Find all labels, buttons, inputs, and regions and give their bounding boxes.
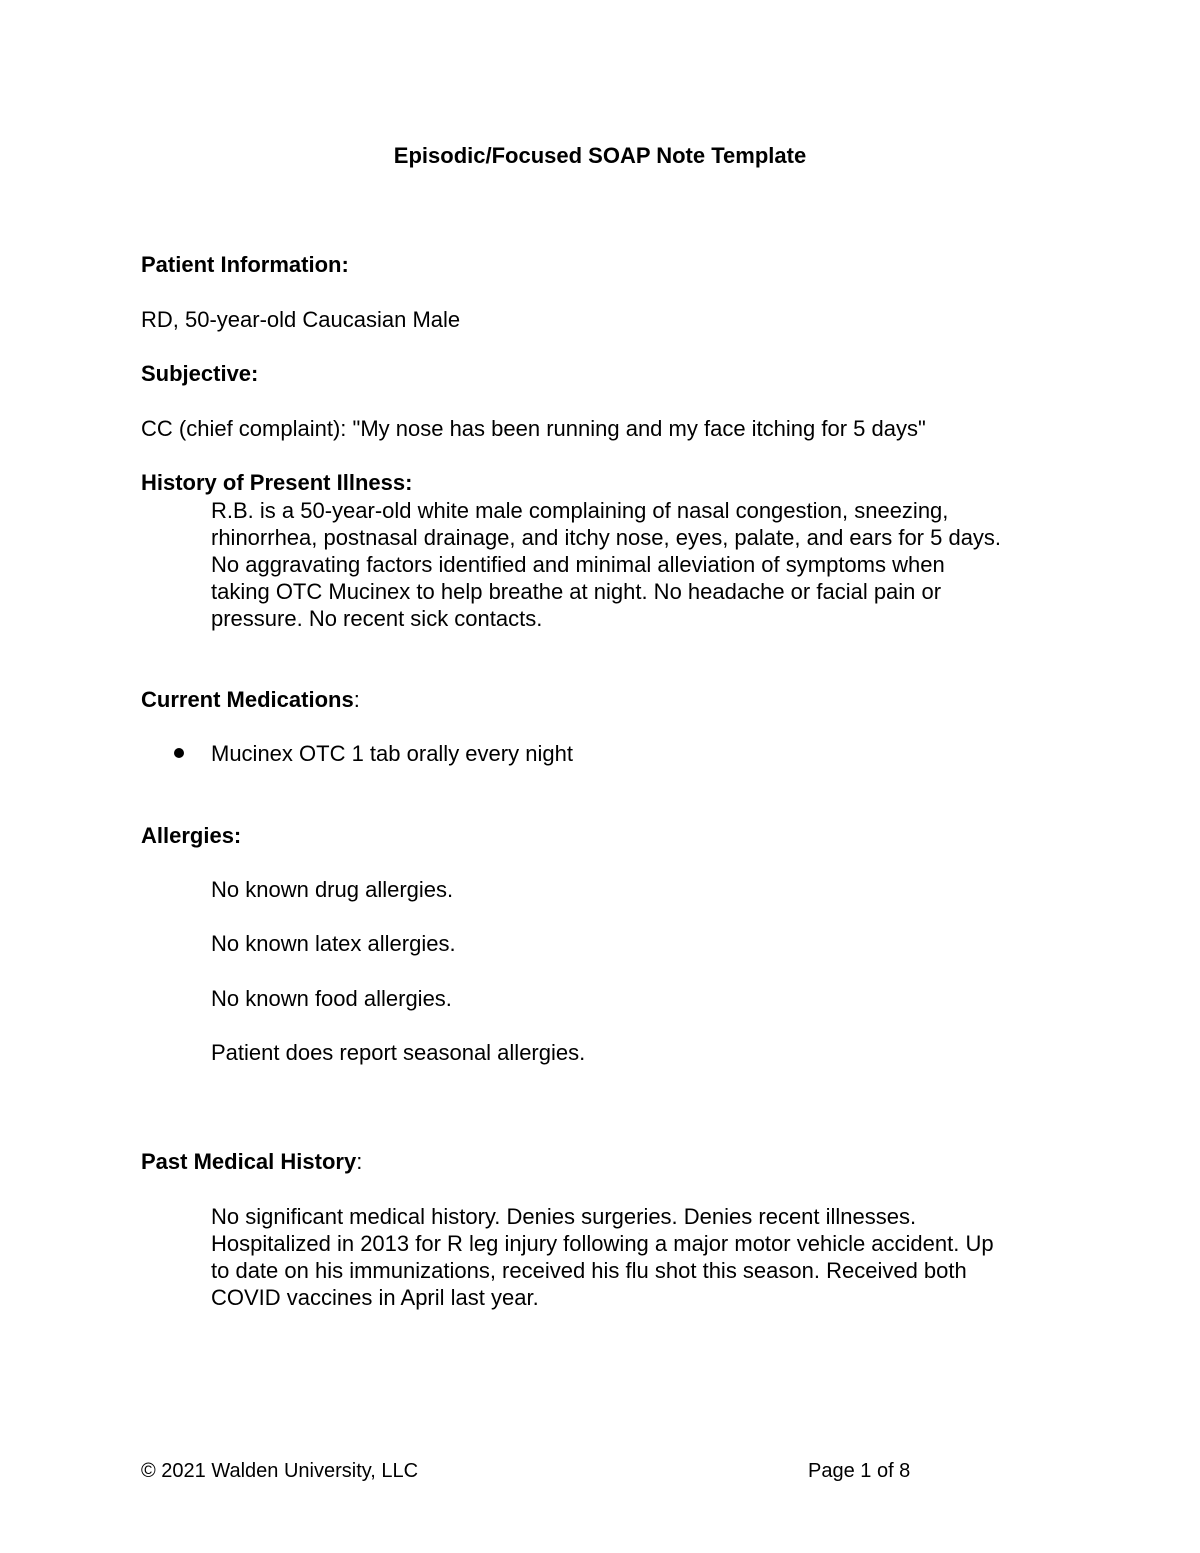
patient-information-text: RD, 50-year-old Caucasian Male bbox=[141, 307, 461, 332]
footer-page-number: Page 1 of 8 bbox=[808, 1460, 911, 1482]
hpi-line: taking OTC Mucinex to help breathe at night. No headache or facial pain or bbox=[211, 579, 942, 604]
pmh-line: Hospitalized in 2013 for R leg injury following a major motor vehicle accident. Up bbox=[211, 1231, 994, 1256]
allergies-heading: Allergies: bbox=[141, 823, 242, 848]
hpi-heading: History of Present Illness: bbox=[141, 470, 413, 495]
allergy-item: No known food allergies. bbox=[211, 986, 452, 1011]
pmh-line: COVID vaccines in April last year. bbox=[211, 1285, 539, 1310]
heading-colon: : bbox=[356, 1149, 363, 1174]
past-medical-history-heading-text: Past Medical History bbox=[141, 1149, 357, 1174]
subjective-heading: Subjective: bbox=[141, 361, 259, 386]
chief-complaint-text: CC (chief complaint): "My nose has been running and my face itching for 5 days" bbox=[141, 416, 926, 441]
heading-colon: : bbox=[353, 687, 360, 712]
bullet-icon bbox=[174, 748, 184, 758]
current-medications-heading bbox=[141, 686, 360, 713]
document-title: Episodic/Focused SOAP Note Template bbox=[393, 143, 807, 168]
past-medical-history-heading bbox=[141, 1148, 362, 1175]
patient-information-heading: Patient Information: bbox=[141, 252, 349, 277]
hpi-line: rhinorrhea, postnasal drainage, and itchy nose, eyes, palate, and ears for 5 days. bbox=[211, 525, 1002, 550]
allergy-item: No known drug allergies. bbox=[211, 877, 454, 902]
pmh-line: to date on his immunizations, received his flu shot this season. Received both bbox=[211, 1258, 967, 1283]
hpi-line: No aggravating factors identified and minimal alleviation of symptoms when bbox=[211, 552, 945, 577]
medication-item: Mucinex OTC 1 tab orally every night bbox=[211, 741, 573, 766]
allergy-item: Patient does report seasonal allergies. bbox=[211, 1040, 586, 1065]
hpi-line: R.B. is a 50-year-old white male complaining of nasal congestion, sneezing, bbox=[211, 498, 949, 523]
hpi-line: pressure. No recent sick contacts. bbox=[211, 606, 543, 631]
current-medications-heading-text: Current Medications bbox=[141, 687, 354, 712]
allergy-item: No known latex allergies. bbox=[211, 931, 456, 956]
footer-copyright: © 2021 Walden University, LLC bbox=[141, 1460, 419, 1482]
pmh-line: No significant medical history. Denies surgeries. Denies recent illnesses. bbox=[211, 1204, 917, 1229]
